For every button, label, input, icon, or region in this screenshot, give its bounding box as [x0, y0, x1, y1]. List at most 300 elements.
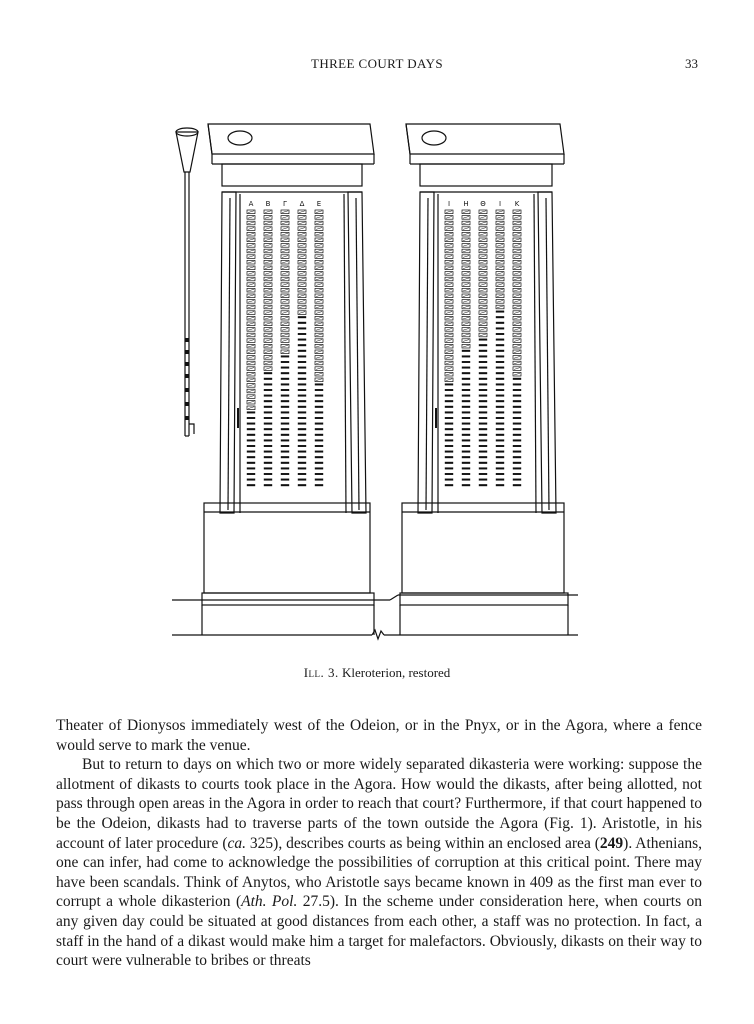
slot-ticket: [265, 284, 271, 286]
slot: [298, 434, 306, 436]
slot: [264, 372, 272, 374]
slot: [281, 456, 289, 458]
slot: [298, 322, 306, 324]
slot: [462, 484, 470, 486]
slot: [462, 389, 470, 391]
slot-ticket: [463, 284, 469, 286]
slot: [513, 484, 521, 486]
slot-ticket: [316, 340, 322, 342]
slot: [264, 400, 272, 402]
column-letter: Η: [463, 200, 469, 208]
slot-ticket: [480, 334, 486, 336]
slot-ticket: [463, 233, 469, 235]
slot: [462, 468, 470, 470]
slot-ticket: [480, 216, 486, 218]
slot-ticket: [446, 284, 452, 286]
slot-ticket: [446, 261, 452, 263]
slot: [298, 367, 306, 369]
slot-ticket: [514, 373, 520, 375]
slot: [445, 484, 453, 486]
slot: [445, 445, 453, 447]
slot: [513, 412, 521, 414]
slot-ticket: [463, 267, 469, 269]
slot: [479, 456, 487, 458]
slot-ticket: [265, 216, 271, 218]
slot: [247, 434, 255, 436]
slot: [445, 395, 453, 397]
slot-ticket: [463, 289, 469, 291]
slot-ticket: [265, 244, 271, 246]
slot-ticket: [497, 272, 503, 274]
slot: [479, 412, 487, 414]
slot-ticket: [480, 233, 486, 235]
slot: [281, 367, 289, 369]
running-title: THREE COURT DAYS: [310, 56, 444, 71]
slot-grid-left: [247, 210, 323, 486]
slot-ticket: [265, 323, 271, 325]
slot-ticket: [299, 312, 305, 314]
slot: [496, 350, 504, 352]
slot: [298, 361, 306, 363]
slot-ticket: [282, 261, 288, 263]
column-letter: Ε: [316, 200, 322, 208]
slot: [445, 400, 453, 402]
slot-ticket: [463, 250, 469, 252]
column-letter: Β: [265, 200, 271, 208]
slot-ticket: [514, 300, 520, 302]
paragraph-1: Theater of Dionysos immediately west of the Odeion, or in the Pnyx, or in the Agora, where a fence would serve to mark the venue.: [56, 717, 702, 754]
tube-mark: [186, 388, 189, 392]
slot-ticket: [497, 250, 503, 252]
slot: [479, 400, 487, 402]
slot: [281, 400, 289, 402]
slot: [247, 484, 255, 486]
slot-ticket: [248, 362, 254, 364]
slot-ticket: [514, 345, 520, 347]
slot-ticket: [248, 390, 254, 392]
slot-ticket: [480, 222, 486, 224]
slot: [298, 378, 306, 380]
slot-ticket: [299, 233, 305, 235]
slot-ticket: [497, 284, 503, 286]
slot: [298, 462, 306, 464]
slot-ticket: [463, 211, 469, 213]
slot: [479, 378, 487, 380]
slot: [496, 311, 504, 313]
slot-ticket: [248, 295, 254, 297]
slot-ticket: [248, 351, 254, 353]
slot: [445, 468, 453, 470]
slot-ticket: [248, 239, 254, 241]
slot: [479, 468, 487, 470]
slot: [315, 462, 323, 464]
slot-ticket: [265, 328, 271, 330]
slot: [264, 440, 272, 442]
slot: [298, 328, 306, 330]
slot: [479, 395, 487, 397]
tube-mark: [186, 374, 189, 378]
slot: [281, 384, 289, 386]
slot: [315, 428, 323, 430]
slot: [513, 456, 521, 458]
slot-ticket: [446, 222, 452, 224]
slot-ticket: [514, 340, 520, 342]
slot-ticket: [446, 216, 452, 218]
slot: [298, 316, 306, 318]
slot-ticket: [316, 306, 322, 308]
slot-ticket: [463, 228, 469, 230]
slot-ticket: [480, 312, 486, 314]
slot: [247, 468, 255, 470]
slot-ticket: [480, 306, 486, 308]
slot: [496, 451, 504, 453]
slot: [462, 462, 470, 464]
slot-ticket: [248, 407, 254, 409]
slot: [513, 378, 521, 380]
slot-ticket: [282, 328, 288, 330]
slot-ticket: [265, 272, 271, 274]
slot-ticket: [265, 340, 271, 342]
slot-ticket: [248, 272, 254, 274]
slot-ticket: [265, 267, 271, 269]
caption-text: Kleroterion, restored: [342, 665, 451, 680]
slot-ticket: [248, 356, 254, 358]
slot: [445, 389, 453, 391]
slot: [298, 456, 306, 458]
slot: [479, 451, 487, 453]
slot: [513, 384, 521, 386]
slot-ticket: [480, 323, 486, 325]
slot: [513, 468, 521, 470]
slot: [445, 423, 453, 425]
slot-ticket: [265, 278, 271, 280]
slot: [496, 316, 504, 318]
slot-ticket: [299, 261, 305, 263]
slot-ticket: [299, 239, 305, 241]
slot: [445, 434, 453, 436]
slot-ticket: [463, 216, 469, 218]
slot: [281, 389, 289, 391]
slot-ticket: [282, 250, 288, 252]
letters-right: [448, 200, 520, 208]
slot: [462, 384, 470, 386]
slot: [315, 384, 323, 386]
slot-ticket: [316, 368, 322, 370]
slot-ticket: [514, 334, 520, 336]
slot: [298, 428, 306, 430]
paragraph-2-part-2: 325), describes courts as being within an enclosed area (: [246, 834, 600, 852]
slot: [445, 412, 453, 414]
slot: [479, 434, 487, 436]
slot: [462, 473, 470, 475]
slot: [298, 451, 306, 453]
slot-ticket: [514, 323, 520, 325]
slot-ticket: [248, 256, 254, 258]
slot: [462, 378, 470, 380]
slot-ticket: [463, 317, 469, 319]
slot: [513, 434, 521, 436]
slot: [496, 484, 504, 486]
slot-ticket: [299, 267, 305, 269]
tube-mark: [186, 362, 189, 366]
slot-ticket: [282, 216, 288, 218]
slot: [264, 395, 272, 397]
slot-ticket: [282, 323, 288, 325]
slot-ticket: [248, 289, 254, 291]
slot: [496, 468, 504, 470]
slot-ticket: [480, 256, 486, 258]
slot: [315, 417, 323, 419]
tube-mark: [186, 402, 189, 406]
slot: [264, 484, 272, 486]
slot: [315, 473, 323, 475]
slot: [281, 417, 289, 419]
slot-ticket: [497, 222, 503, 224]
slot: [264, 406, 272, 408]
slot-ticket: [463, 256, 469, 258]
slot-ticket: [446, 267, 452, 269]
slot-ticket: [446, 368, 452, 370]
slot: [264, 389, 272, 391]
slot-ticket: [248, 267, 254, 269]
slot: [462, 451, 470, 453]
slot-ticket: [299, 244, 305, 246]
slot: [462, 417, 470, 419]
slot-ticket: [316, 239, 322, 241]
slot: [315, 451, 323, 453]
slot-ticket: [282, 278, 288, 280]
slot-ticket: [299, 289, 305, 291]
slot: [496, 361, 504, 363]
slot-ticket: [463, 323, 469, 325]
slot-ticket: [446, 211, 452, 213]
slot: [496, 462, 504, 464]
slot-ticket: [248, 340, 254, 342]
slot-ticket: [480, 211, 486, 213]
slot-ticket: [446, 295, 452, 297]
slot: [513, 406, 521, 408]
slot: [496, 367, 504, 369]
slot: [479, 372, 487, 374]
slot: [479, 440, 487, 442]
slot-ticket: [316, 267, 322, 269]
paragraph-2: [56, 755, 702, 971]
slot: [298, 344, 306, 346]
slot: [479, 361, 487, 363]
slot-ticket: [497, 300, 503, 302]
slot-ticket: [480, 239, 486, 241]
slot-ticket: [248, 373, 254, 375]
slot: [496, 400, 504, 402]
slot-ticket: [463, 300, 469, 302]
slot: [513, 440, 521, 442]
slot-ticket: [497, 289, 503, 291]
tube-mark: [186, 416, 189, 420]
slot: [479, 367, 487, 369]
slot-ticket: [463, 244, 469, 246]
slot: [479, 417, 487, 419]
slot-ticket: [316, 211, 322, 213]
slot-ticket: [248, 261, 254, 263]
slot: [479, 473, 487, 475]
slot-ticket: [514, 362, 520, 364]
slot-ticket: [265, 261, 271, 263]
slot-grid-right: [445, 210, 521, 486]
slot-ticket: [282, 228, 288, 230]
slot-ticket: [265, 228, 271, 230]
slot-ticket: [316, 379, 322, 381]
slot-ticket: [446, 306, 452, 308]
slot-ticket: [480, 272, 486, 274]
slot-ticket: [446, 312, 452, 314]
slot-ticket: [497, 256, 503, 258]
kleroterion-drawing: [160, 118, 590, 648]
slot: [264, 378, 272, 380]
top-slab-right: [406, 124, 564, 154]
slot-ticket: [514, 289, 520, 291]
slot: [479, 356, 487, 358]
slot: [479, 389, 487, 391]
slot-ticket: [316, 244, 322, 246]
slot: [264, 451, 272, 453]
slot-ticket: [497, 233, 503, 235]
slot-ticket: [497, 216, 503, 218]
slot-ticket: [446, 256, 452, 258]
slot: [445, 440, 453, 442]
slot: [247, 412, 255, 414]
slot-ticket: [282, 300, 288, 302]
slot-ticket: [299, 306, 305, 308]
slot-ticket: [316, 250, 322, 252]
slot: [315, 468, 323, 470]
slot-ticket: [446, 362, 452, 364]
funnel-opening-left: [228, 131, 252, 145]
slot-ticket: [282, 317, 288, 319]
slot-ticket: [480, 300, 486, 302]
slot-ticket: [497, 278, 503, 280]
slot-ticket: [248, 384, 254, 386]
slot-ticket: [463, 239, 469, 241]
slot: [281, 440, 289, 442]
slot-ticket: [282, 334, 288, 336]
slot-ticket: [497, 228, 503, 230]
slot: [496, 378, 504, 380]
slot: [513, 417, 521, 419]
slot: [479, 406, 487, 408]
slot: [298, 384, 306, 386]
slot: [298, 395, 306, 397]
slot: [496, 389, 504, 391]
slot: [298, 372, 306, 374]
slot-ticket: [316, 295, 322, 297]
slot-ticket: [282, 289, 288, 291]
slot: [315, 395, 323, 397]
slot: [462, 428, 470, 430]
paragraph-2-part-4: 27.5). In the scheme under consideration here, when courts on any given day could be situated at good distances from each other, a staff was no protection. In fact, a staff in the hand of a dikast would make him a target for malefactors. Obviously, dikasts on their way to court were vulnerable to bribes or threats: [56, 893, 703, 970]
slot-ticket: [446, 351, 452, 353]
slot: [298, 479, 306, 481]
slot-ticket: [514, 328, 520, 330]
slot: [513, 423, 521, 425]
slot: [247, 423, 255, 425]
slot: [281, 468, 289, 470]
slot: [247, 479, 255, 481]
slot: [513, 400, 521, 402]
slot-ticket: [316, 216, 322, 218]
slot-ticket: [299, 250, 305, 252]
top-slab-left: [208, 124, 374, 154]
column-letter: Δ: [299, 200, 305, 208]
slot-ticket: [282, 272, 288, 274]
slot-ticket: [299, 284, 305, 286]
column-letter: Α: [248, 200, 254, 208]
slot: [479, 462, 487, 464]
slot-ticket: [514, 250, 520, 252]
slot-ticket: [446, 300, 452, 302]
slot-ticket: [514, 256, 520, 258]
slot-ticket: [514, 239, 520, 241]
slot: [496, 344, 504, 346]
slot: [281, 445, 289, 447]
slot-ticket: [514, 356, 520, 358]
slot: [264, 412, 272, 414]
slot: [496, 384, 504, 386]
slot: [281, 434, 289, 436]
slot-ticket: [248, 211, 254, 213]
slot: [445, 479, 453, 481]
slot: [462, 479, 470, 481]
slot: [298, 445, 306, 447]
slot-ticket: [316, 351, 322, 353]
slot-ticket: [316, 356, 322, 358]
slot-ticket: [316, 278, 322, 280]
slot-ticket: [282, 244, 288, 246]
slot: [281, 412, 289, 414]
slot-ticket: [248, 312, 254, 314]
tube-marks: [186, 338, 189, 420]
slot-ticket: [299, 256, 305, 258]
page-number: 33: [685, 56, 698, 71]
slot: [247, 440, 255, 442]
slot-ticket: [316, 284, 322, 286]
slot: [496, 356, 504, 358]
slot-ticket: [316, 233, 322, 235]
slot-ticket: [514, 228, 520, 230]
slot-ticket: [514, 317, 520, 319]
slot: [298, 417, 306, 419]
slot-ticket: [282, 340, 288, 342]
slot: [298, 406, 306, 408]
slot-ticket: [248, 401, 254, 403]
slot: [445, 473, 453, 475]
slot-ticket: [480, 317, 486, 319]
slot: [264, 428, 272, 430]
slot-ticket: [248, 306, 254, 308]
slot: [479, 423, 487, 425]
slot-ticket: [282, 312, 288, 314]
slot-ticket: [446, 228, 452, 230]
column-letter: Γ: [283, 200, 287, 208]
slot-ticket: [514, 211, 520, 213]
slot: [513, 462, 521, 464]
slot: [247, 473, 255, 475]
slot: [462, 400, 470, 402]
base-right: [402, 503, 564, 593]
slot-ticket: [316, 334, 322, 336]
slot-ticket: [446, 233, 452, 235]
slot: [462, 412, 470, 414]
slot: [445, 428, 453, 430]
